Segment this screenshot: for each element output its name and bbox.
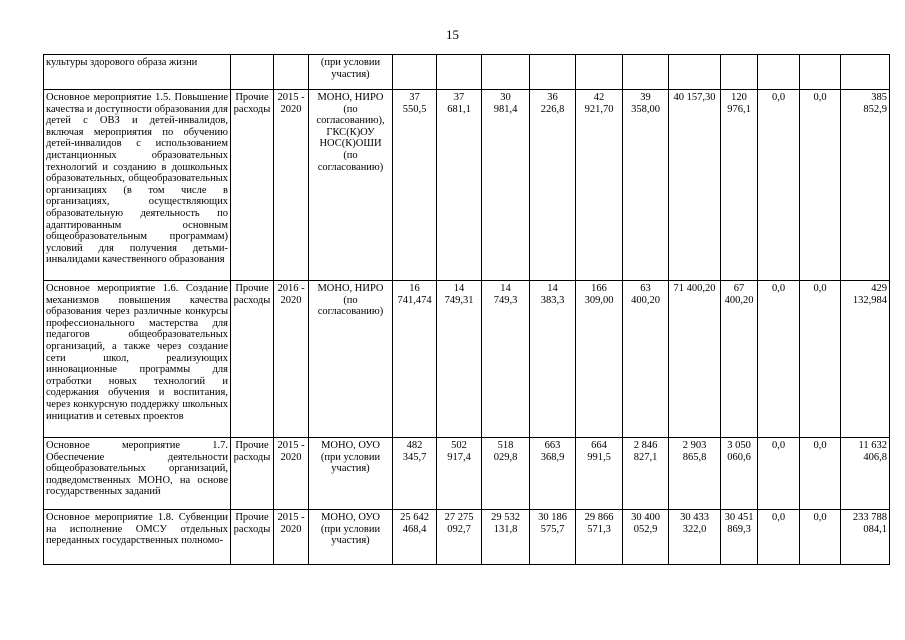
value-line: 2 903 <box>682 440 707 451</box>
value-line: 30 451 <box>724 512 754 523</box>
value-cell <box>482 281 530 438</box>
value-line: 571,3 <box>587 523 611 535</box>
value-line: 406,8 <box>863 451 887 463</box>
value-line: 30 <box>500 92 511 103</box>
table-row <box>44 90 890 281</box>
expense-type: Прочие расходы <box>231 510 274 565</box>
value-cell <box>393 438 437 510</box>
value-cell <box>758 281 800 438</box>
value-cell <box>482 438 530 510</box>
value-line: 226,8 <box>540 103 565 115</box>
value-cell <box>530 90 576 281</box>
value-line: 468,4 <box>402 523 427 535</box>
value-line: 400,20 <box>631 294 660 306</box>
value-line: 084,1 <box>863 523 887 535</box>
value-cell <box>530 438 576 510</box>
activity-description: Основное мероприятие 1.7. Обеспечение деятельности общеобразовательных организаций, подведомственных МОНО, на основе государственных заданий <box>44 438 231 510</box>
value-cell <box>669 90 721 281</box>
value-cell <box>800 281 841 438</box>
value-cell <box>669 438 721 510</box>
value-line: 27 275 <box>444 512 474 523</box>
value-line: 36 <box>547 92 558 103</box>
value-line: 0,0 <box>771 512 786 523</box>
value-cell <box>669 281 721 438</box>
value-line: 385 <box>871 92 887 103</box>
value-cell <box>437 55 482 90</box>
table-row <box>44 510 890 565</box>
value-line: 518 <box>497 440 514 451</box>
value-line: 11 632 <box>858 440 887 451</box>
value-cell <box>623 55 669 90</box>
value-line: 429 <box>871 283 887 294</box>
value-line: 0,0 <box>771 283 786 294</box>
value-line: 827,1 <box>633 451 658 463</box>
value-cell <box>437 281 482 438</box>
value-line: 30 433 <box>680 512 709 523</box>
value-line: 0,0 <box>771 440 786 451</box>
activity-description: Основное мероприятие 1.6. Создание механизмов повышения качества образования через различные конкурсы профессионального мастерства для педагогов общеобразовательных организаций, а также через создание сети школ, реализующих инновационные программы для отработки новых технологий и содержания обучения и воспитания, через конкурсную поддержку школьных инициатив и сетевых проектов <box>44 281 231 438</box>
value-line: 550,5 <box>402 103 427 115</box>
executor: МОНО, НИРО (по согласованию) <box>309 281 393 438</box>
value-line: 0,0 <box>813 440 827 451</box>
value-cell <box>437 438 482 510</box>
value-line: 060,6 <box>727 451 751 463</box>
expense-type: Прочие расходы <box>231 281 274 438</box>
value-line: 575,7 <box>540 523 565 535</box>
value-cell <box>800 438 841 510</box>
period: 2015 - 2020 <box>274 510 309 565</box>
value-cell <box>437 90 482 281</box>
value-cell <box>576 438 623 510</box>
value-line: 37 <box>409 92 420 103</box>
value-cell <box>623 438 669 510</box>
value-cell <box>437 510 482 565</box>
value-line: 0,0 <box>813 92 827 103</box>
period <box>274 55 309 90</box>
value-cell <box>758 90 800 281</box>
value-line: 30 400 <box>631 512 660 523</box>
value-line: 029,8 <box>493 451 518 463</box>
value-cell <box>669 55 721 90</box>
activity-description: культуры здорового образа жизни <box>44 55 231 90</box>
value-cell <box>841 510 890 565</box>
value-cell <box>758 438 800 510</box>
value-cell <box>576 510 623 565</box>
value-line: 869,3 <box>727 523 751 535</box>
activity-description: Основное мероприятие 1.5. Повышение качества и доступности образования для детей с ОВЗ и детей-инвалидов, включая мероприятия по обучению детей-инвалидов с использованием дистанционных образовательных технологий и созданию в дошкольных образовательных, общеобразовательных организациях (в том числе в организациях, осуществляющих образовательную деятельность по адаптированным основным общеобразовательным программам) условий для получения детьми-инвалидами качественного образования <box>44 90 231 281</box>
value-line: 42 <box>593 92 605 103</box>
value-line: 482 <box>406 440 423 451</box>
value-line: 63 <box>640 283 651 294</box>
value-cell <box>393 55 437 90</box>
value-cell <box>841 281 890 438</box>
activity-description: Основное мероприятие 1.8. Субвенции на исполнение ОМСУ отдельных переданных государственных полномо- <box>44 510 231 565</box>
value-line: 29 866 <box>584 512 614 523</box>
value-line: 092,7 <box>447 523 471 535</box>
value-line: 29 532 <box>491 512 520 523</box>
value-line: 132,984 <box>852 294 887 306</box>
value-line: 131,8 <box>493 523 518 535</box>
value-line: 917,4 <box>447 451 471 463</box>
value-line: 345,7 <box>402 451 427 463</box>
value-cell <box>800 55 841 90</box>
program-activities-table <box>43 54 890 565</box>
value-line: 663 <box>544 440 561 451</box>
value-cell <box>800 90 841 281</box>
value-line: 741,474 <box>397 294 432 306</box>
value-line: 749,31 <box>444 294 474 306</box>
table-row <box>44 55 890 90</box>
table-row <box>44 281 890 438</box>
value-line: 30 186 <box>538 512 567 523</box>
executor: МОНО, ОУО (при условии участия) <box>309 510 393 565</box>
value-line: 120 <box>731 92 747 103</box>
value-cell <box>482 510 530 565</box>
value-cell <box>758 55 800 90</box>
period: 2015 - 2020 <box>274 438 309 510</box>
value-line: 67 <box>733 283 745 294</box>
table-row <box>44 438 890 510</box>
value-line: 233 788 <box>852 512 887 523</box>
value-line: 37 <box>453 92 465 103</box>
value-cell <box>576 281 623 438</box>
value-line: 16 <box>409 283 420 294</box>
value-cell <box>758 510 800 565</box>
value-line: 368,9 <box>540 451 565 463</box>
value-cell <box>669 510 721 565</box>
page-number: 15 <box>446 27 459 42</box>
value-cell <box>393 281 437 438</box>
value-cell <box>721 90 758 281</box>
executor: МОНО, ОУО (при условии участия) <box>309 438 393 510</box>
expense-type: Прочие расходы <box>231 90 274 281</box>
value-cell <box>393 90 437 281</box>
value-cell <box>800 510 841 565</box>
value-cell <box>530 55 576 90</box>
value-line: 865,8 <box>682 451 707 463</box>
value-line: 681,1 <box>447 103 471 115</box>
executor: МОНО, НИРО (по согласованию), ГКС(К)ОУ НОС(К)ОШИ (по согласованию) <box>309 90 393 281</box>
value-line: 052,9 <box>633 523 658 535</box>
value-line: 71 400,20 <box>673 283 716 294</box>
value-cell <box>623 510 669 565</box>
value-cell <box>841 90 890 281</box>
value-line: 166 <box>591 283 607 294</box>
value-cell <box>482 90 530 281</box>
value-cell <box>623 281 669 438</box>
value-cell <box>576 55 623 90</box>
value-cell <box>721 281 758 438</box>
value-line: 664 <box>591 440 607 451</box>
value-line: 14 <box>500 283 511 294</box>
value-line: 400,20 <box>724 294 754 306</box>
executor: (при условии участия) <box>309 55 393 90</box>
expense-type: Прочие расходы <box>231 438 274 510</box>
value-line: 14 <box>547 283 558 294</box>
value-cell <box>721 55 758 90</box>
value-line: 0,0 <box>813 283 827 294</box>
value-cell <box>530 281 576 438</box>
value-line: 502 <box>451 440 467 451</box>
value-line: 749,3 <box>493 294 518 306</box>
value-cell <box>576 90 623 281</box>
value-line: 852,9 <box>863 103 887 115</box>
value-line: 309,00 <box>584 294 614 306</box>
value-line: 3 050 <box>727 440 751 451</box>
value-line: 976,1 <box>727 103 751 115</box>
value-line: 921,70 <box>584 103 614 115</box>
value-cell <box>393 510 437 565</box>
value-line: 0,0 <box>813 512 827 523</box>
value-cell <box>841 438 890 510</box>
value-line: 2 846 <box>633 440 658 451</box>
value-line: 39 <box>640 92 651 103</box>
value-cell <box>530 510 576 565</box>
value-line: 358,00 <box>631 103 660 115</box>
value-line: 383,3 <box>540 294 565 306</box>
value-line: 25 642 <box>400 512 429 523</box>
value-cell <box>721 438 758 510</box>
value-line: 991,5 <box>587 451 611 463</box>
value-cell <box>841 55 890 90</box>
value-line: 0,0 <box>771 92 786 103</box>
value-line: 322,0 <box>682 523 707 535</box>
value-cell <box>482 55 530 90</box>
value-cell <box>623 90 669 281</box>
value-line: 40 157,30 <box>673 92 716 103</box>
value-line: 14 <box>453 283 465 294</box>
value-line: 981,4 <box>493 103 518 115</box>
period: 2015 - 2020 <box>274 90 309 281</box>
value-cell <box>721 510 758 565</box>
period: 2016 - 2020 <box>274 281 309 438</box>
expense-type <box>231 55 274 90</box>
